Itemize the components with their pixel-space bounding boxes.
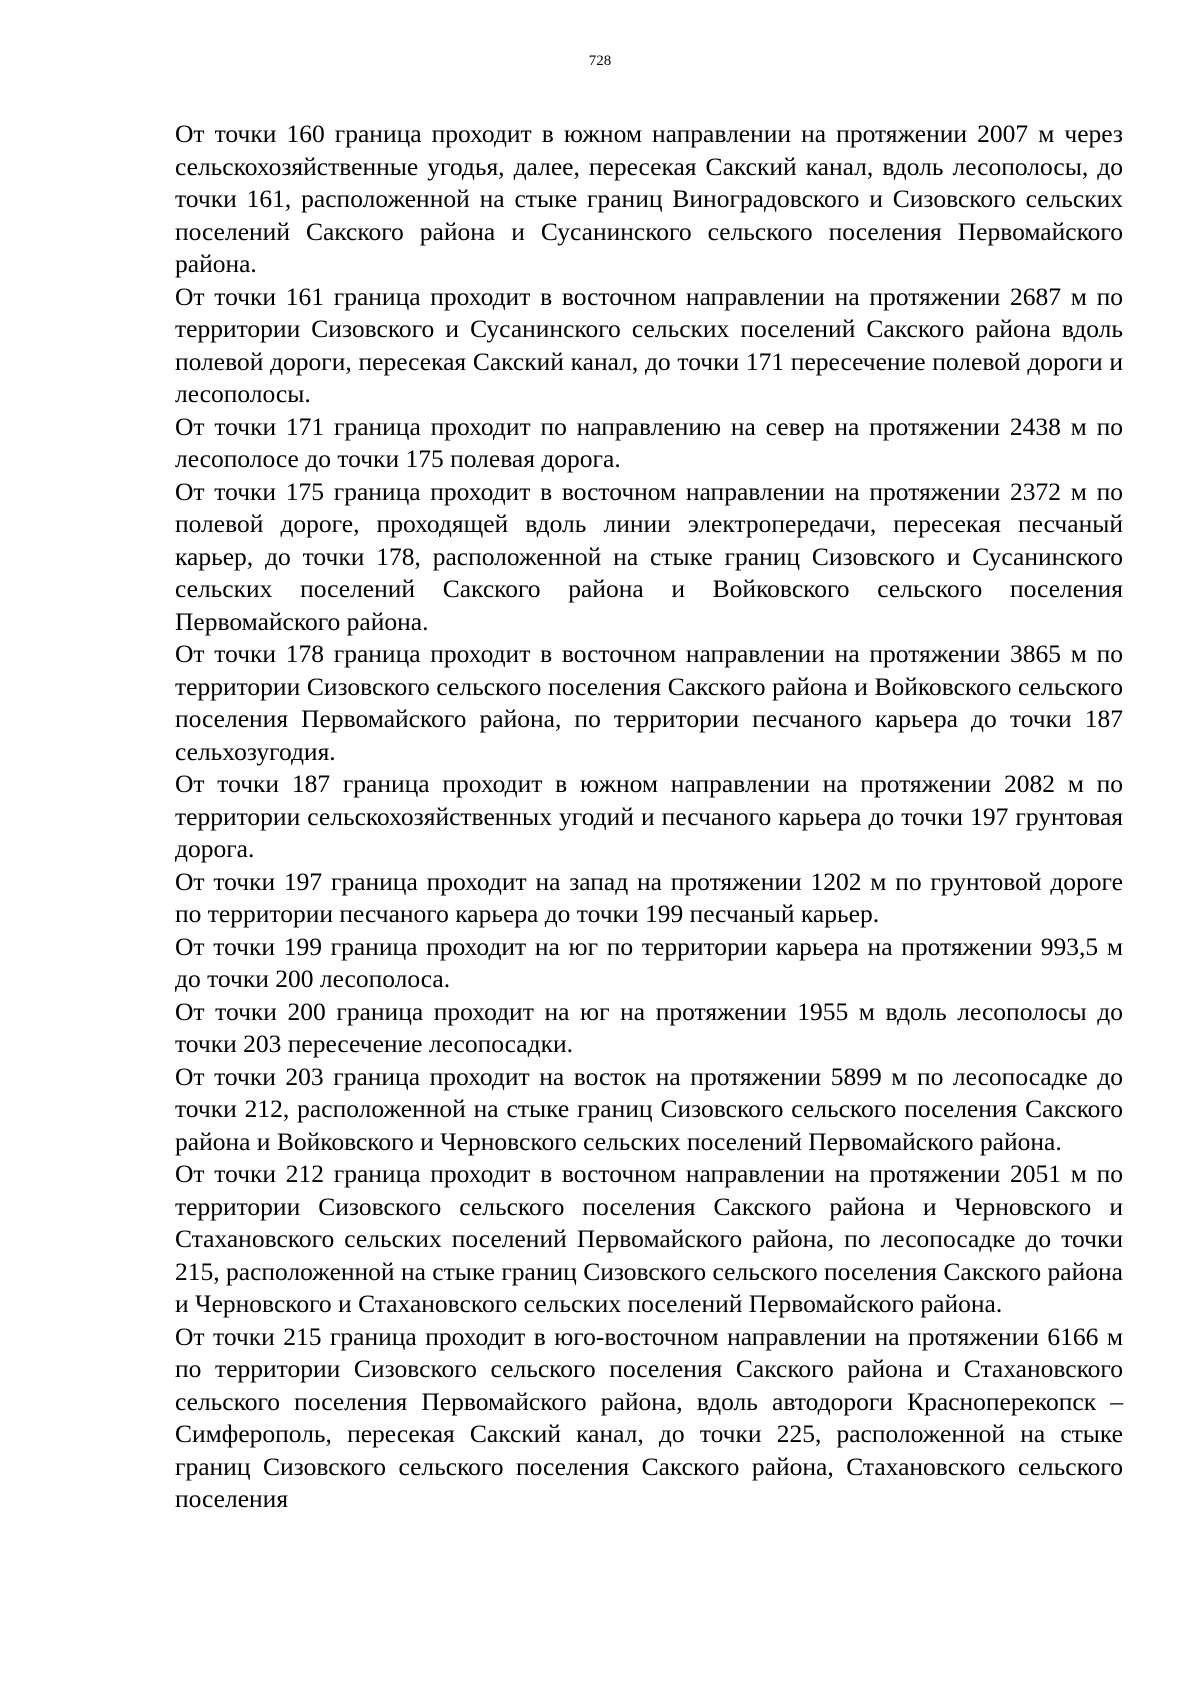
document-body [175,118,1123,1516]
paragraph-point-203: От точки 203 граница проходит на восток на протяжении 5899 м по лесопосадке до точки 212, расположенной на стыке границ Сизовского сельского поселения Сакского района и Войковского и Черновского сельских поселений Первомайского района. [175,1061,1123,1156]
paragraph-point-187: От точки 187 граница проходит в южном направлении на протяжении 2082 м по территории сельскохозяйственных угодий и песчаного карьера до точки 197 грунтовая дорога. [175,769,1123,863]
page-number: 728 [588,53,612,69]
paragraph-point-160: От точки 160 граница проходит в южном направлении на протяжении 2007 м через сельскохозяйственные угодья, далее, пересекая Сакский канал, вдоль лесополосы, до точки 161, расположенной на стыке границ Виноградовского и Сизовского сельских поселений Сакского района и Сусанинского сельского поселения Первомайского района. [175,119,1123,278]
paragraph-point-212: От точки 212 граница проходит в восточном направлении на протяжении 2051 м по территории Сизовского сельского поселения Сакского района и Черновского и Стахановского сельских поселений Первомайского района, по лесопосадке до точки 215, расположенной на стыке границ Сизовского сельского поселения Сакского района и Черновского и Стахановского сельских поселений Первомайского района. [175,1159,1123,1318]
paragraph-point-175: От точки 175 граница проходит в восточном направлении на протяжении 2372 м по полевой дороге, проходящей вдоль линии электропередачи, пересекая песчаный карьер, до точки 178, расположенной на стыке границ Сизовского и Сусанинского сельских поселений Сакского района и Войковского сельского поселения Первомайского района. [175,476,1123,636]
paragraph-point-197: От точки 197 граница проходит на запад на протяжении 1202 м по грунтовой дороге по территории песчаного карьера до точки 199 песчаный карьер. [175,866,1123,928]
paragraph-point-200: От точки 200 граница проходит на юг на протяжении 1955 м вдоль лесополосы до точки 203 пересечение лесопосадки. [175,996,1123,1058]
paragraph-point-215: От точки 215 граница проходит в юго-восточном направлении на протяжении 6166 м по территории Сизовского сельского поселения Сакского района и Стахановского сельского поселения Первомайского района, вдоль автодороги Красноперекопск – Симферополь, пересекая Сакский канал, до точки 225, расположенной на стыке границ Сизовского сельского поселения Сакского района, Стахановского сельского поселения [175,1321,1123,1513]
paragraph-point-161: От точки 161 граница проходит в восточном направлении на протяжении 2687 м по территории Сизовского и Сусанинского сельских поселений Сакского района вдоль полевой дороги, пересекая Сакский канал, до точки 171 пересечение полевой дороги и лесополосы. [175,281,1123,408]
paragraph-point-178: От точки 178 граница проходит в восточном направлении на протяжении 3865 м по территории Сизовского сельского поселения Сакского района и Войковского сельского поселения Первомайского района, по территории песчаного карьера до точки 187 сельхозугодия. [175,639,1123,766]
paragraph-point-171: От точки 171 граница проходит по направлению на север на протяжении 2438 м по лесополосе до точки 175 полевая дорога. [175,411,1123,473]
paragraph-point-199: От точки 199 граница проходит на юг по территории карьера на протяжении 993,5 м до точки 200 лесополоса. [175,931,1123,993]
